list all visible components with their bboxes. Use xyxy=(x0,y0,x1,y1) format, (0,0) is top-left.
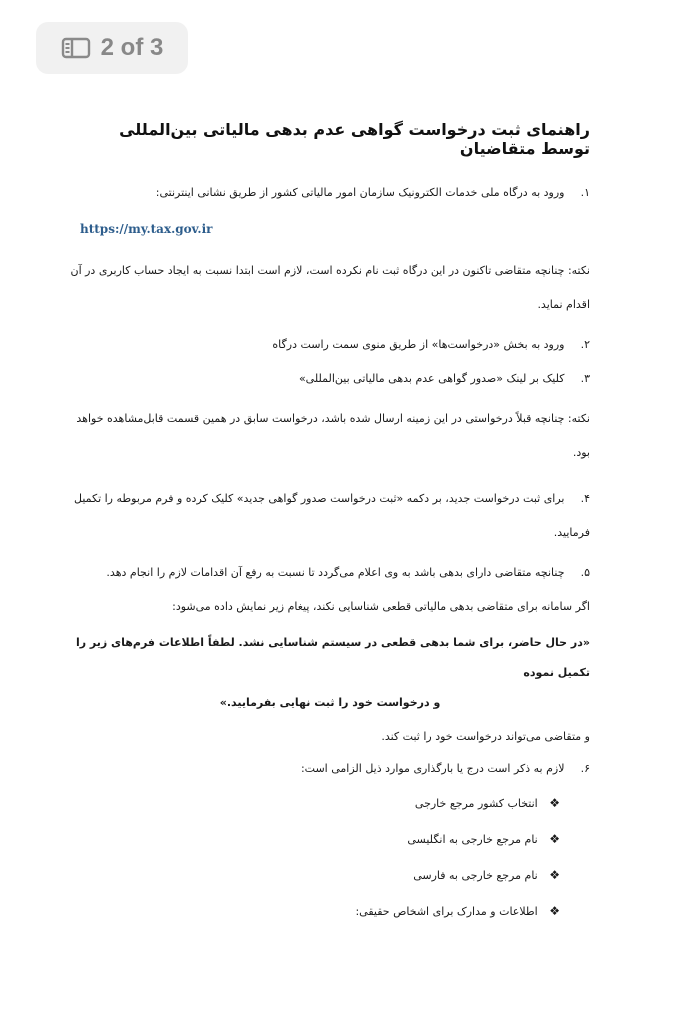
document-page xyxy=(70,110,590,936)
system-message-line-1: «در حال حاضر، برای شما بدهی قطعی در سیستم شناسایی نشد. لطفاً اطلاعات فرم‌های زیر را تکمیل نموده xyxy=(75,636,590,679)
list-item-text: نام مرجع خارجی به فارسی xyxy=(413,869,538,882)
list-item xyxy=(70,900,560,923)
note-previous-request: نکته: چنانچه قبلاً درخواستی در این زمینه ارسال شده باشد، درخواست سابق در همین قسمت قابل‌مشاهده خواهد بود. xyxy=(76,412,590,459)
bullet-icon: ❖ xyxy=(549,796,560,810)
bullet-icon: ❖ xyxy=(549,904,560,918)
step-text: چنانچه متقاضی دارای بدهی باشد به وی اعلام می‌گردد تا نسبت به رفع آن اقدامات لازم را انجام دهد. xyxy=(106,566,565,579)
no-debt-intro: اگر سامانه برای متقاضی بدهی مالیاتی قطعی شناسایی نکند، پیغام زیر نمایش داده می‌شود: xyxy=(172,600,590,613)
step-6 xyxy=(70,758,590,780)
system-message-line-2: و درخواست خود را ثبت نهایی بفرمایید.» xyxy=(219,696,441,709)
step-number: ۱. xyxy=(580,186,590,199)
step-4 xyxy=(70,482,590,550)
step-2 xyxy=(70,334,590,356)
step-number: ۲. xyxy=(580,338,590,351)
step-1 xyxy=(70,182,590,204)
required-items-list xyxy=(70,792,560,923)
list-item xyxy=(70,864,560,887)
list-item xyxy=(70,828,560,851)
list-item-text: اطلاعات و مدارک برای اشخاص حقیقی: xyxy=(355,905,538,918)
step-text: ورود به درگاه ملی خدمات الکترونیک سازمان امور مالیاتی کشور از طریق نشانی اینترنتی: xyxy=(155,186,565,199)
step-text: ورود به بخش «درخواست‌ها» از طریق منوی سمت راست درگاه xyxy=(272,338,565,351)
book-icon xyxy=(61,36,91,60)
document-title: راهنمای ثبت درخواست گواهی عدم بدهی مالیاتی بین‌المللی توسط متقاضیان xyxy=(119,120,590,158)
note-registration: نکته: چنانچه متقاضی تاکنون در این درگاه ثبت نام نکرده است، لازم است ابتدا نسبت به ایجاد حساب کاربری در آن اقدام نماید. xyxy=(70,264,590,311)
tax-portal-link[interactable]: https://my.tax.gov.ir xyxy=(80,222,213,236)
bullet-icon: ❖ xyxy=(549,832,560,846)
step-number: ۶. xyxy=(580,762,590,775)
list-item-text: نام مرجع خارجی به انگلیسی xyxy=(407,833,538,846)
bullet-icon: ❖ xyxy=(549,868,560,882)
step-text: برای ثبت درخواست جدید، بر دکمه «ثبت درخواست صدور گواهی جدید» کلیک کرده و فرم مربوطه را تکمیل فرمایید. xyxy=(73,492,590,539)
step-number: ۴. xyxy=(580,492,590,505)
step-3 xyxy=(70,368,590,390)
step-number: ۵. xyxy=(580,566,590,579)
page-indicator[interactable] xyxy=(36,22,188,74)
step-text: لازم به ذکر است درج یا بارگذاری موارد ذیل الزامی است: xyxy=(300,762,565,775)
step-number: ۳. xyxy=(580,372,590,385)
list-item xyxy=(70,792,560,815)
applicant-can-submit: و متقاضی می‌تواند درخواست خود را ثبت کند. xyxy=(381,730,590,743)
step-5 xyxy=(70,562,590,584)
list-item-text: انتخاب کشور مرجع خارجی xyxy=(414,797,538,810)
page-indicator-label: 2 of 3 xyxy=(100,34,164,61)
step-text: کلیک بر لینک «صدور گواهی عدم بدهی مالیاتی بین‌المللی» xyxy=(298,372,565,385)
